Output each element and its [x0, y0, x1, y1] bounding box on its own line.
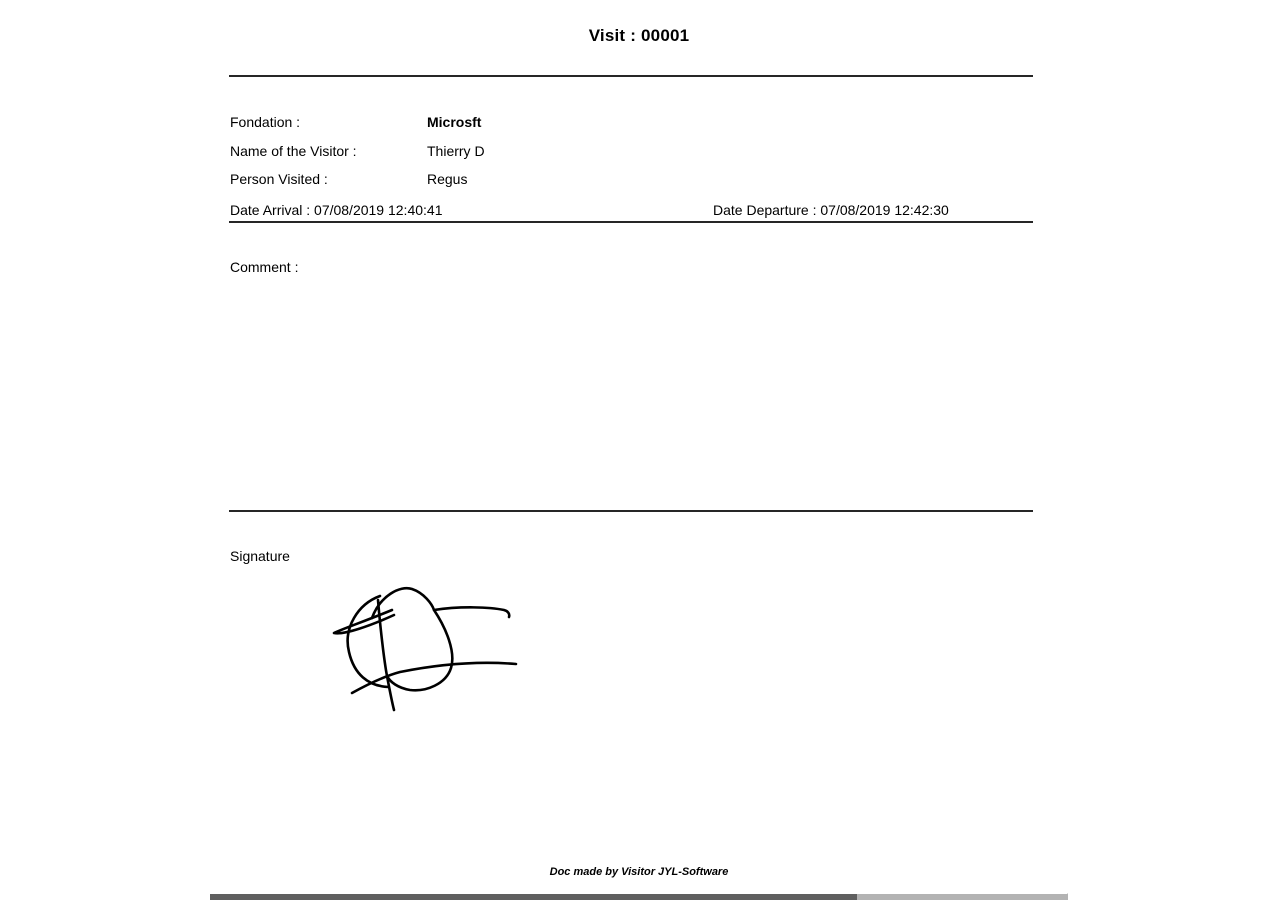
person-visited-label: Person Visited : [230, 171, 328, 187]
comment-label: Comment : [230, 259, 299, 275]
divider-top [229, 75, 1033, 77]
fondation-value: Microsft [427, 114, 482, 130]
fondation-label: Fondation : [230, 114, 301, 130]
person-visited-value: Regus [427, 171, 468, 187]
horizontal-scrollbar-track[interactable] [210, 894, 1068, 900]
visitor-name-value: Thierry D [427, 143, 485, 159]
page-title: Visit : 00001 [588, 26, 690, 45]
date-arrival: Date Arrival : 07/08/2019 12:40:41 [230, 202, 443, 218]
horizontal-scrollbar-thumb[interactable] [210, 894, 857, 900]
date-departure: Date Departure : 07/08/2019 12:42:30 [713, 202, 949, 218]
divider-signature [229, 510, 1033, 512]
report-page [210, 0, 1068, 893]
visitor-name-label: Name of the Visitor : [230, 143, 357, 159]
signature-label: Signature [230, 548, 290, 564]
signature-drawing [330, 580, 530, 715]
document-viewer [210, 0, 1068, 900]
divider-dates [229, 221, 1033, 223]
footer-note: Doc made by Visitor JYL-Software [549, 866, 729, 878]
